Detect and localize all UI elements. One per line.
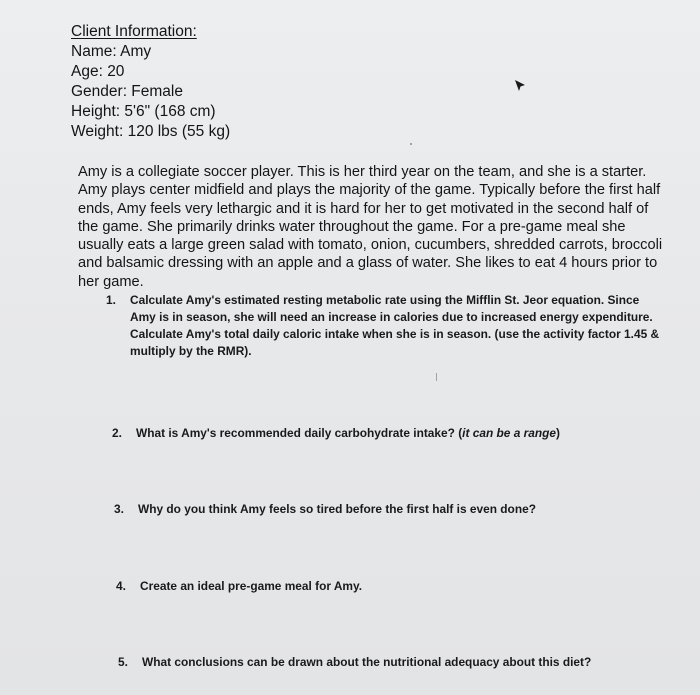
question-item — [114, 501, 654, 521]
question-text: Create an ideal pre-game meal for Amy. — [140, 579, 363, 593]
question-item — [118, 654, 658, 674]
question-text: Calculate Amy's estimated resting metabolic rate using the Mifflin St. Jeor equation. Since Amy is in season, she will need an increase in calories due to increased energy expenditure. Calculate Amy's total daily caloric intake when she is in season. (use the activity factor 1.45 & multiply by the RMR). — [130, 293, 660, 358]
question-item — [116, 578, 656, 598]
question-text: What conclusions can be drawn about the nutritional adequacy about this diet? — [142, 655, 592, 669]
question-item — [106, 292, 666, 362]
question-number: 5. — [118, 655, 128, 669]
question-text: What is Amy's recommended daily carbohydrate intake? ( — [136, 426, 463, 440]
question-number: 1. — [106, 293, 116, 307]
question-item — [112, 425, 652, 445]
client-age: Age: 20 — [71, 63, 125, 80]
client-information-heading: Client Information: — [71, 23, 197, 40]
question-number: 3. — [114, 502, 124, 516]
question-hint: it can be a range — [462, 426, 557, 440]
client-weight: Weight: 120 lbs (55 kg) — [71, 123, 231, 140]
page-speck — [410, 143, 412, 145]
client-gender: Gender: Female — [71, 83, 183, 100]
client-information — [71, 22, 230, 142]
question-text-wrapper — [136, 425, 560, 442]
question-suffix: ) — [556, 426, 560, 440]
scenario-paragraph: Amy is a collegiate soccer player. This is her third year on the team, and she is a starter. Amy plays center midfield and plays the majority of the game. Typically before the first half ends, Amy feels very lethargic and it is hard for her to get motivated in the second half of the game. She primarily drinks water throughout the game. For a pre-game meal she usually eats a large green salad with tomato, onion, cucumbers, shredded carrots, broccoli and balsamic dressing with an apple and a glass of water. She likes to eat 4 hours prior to her game. — [78, 164, 663, 290]
question-number: 4. — [116, 579, 126, 593]
client-name: Name: Amy — [71, 43, 152, 60]
mouse-pointer-icon — [513, 79, 527, 93]
question-text: Why do you think Amy feels so tired before the first half is even done? — [138, 502, 536, 516]
client-height: Height: 5'6" (168 cm) — [71, 103, 216, 120]
question-number: 2. — [112, 426, 122, 440]
page-speck — [436, 373, 437, 381]
